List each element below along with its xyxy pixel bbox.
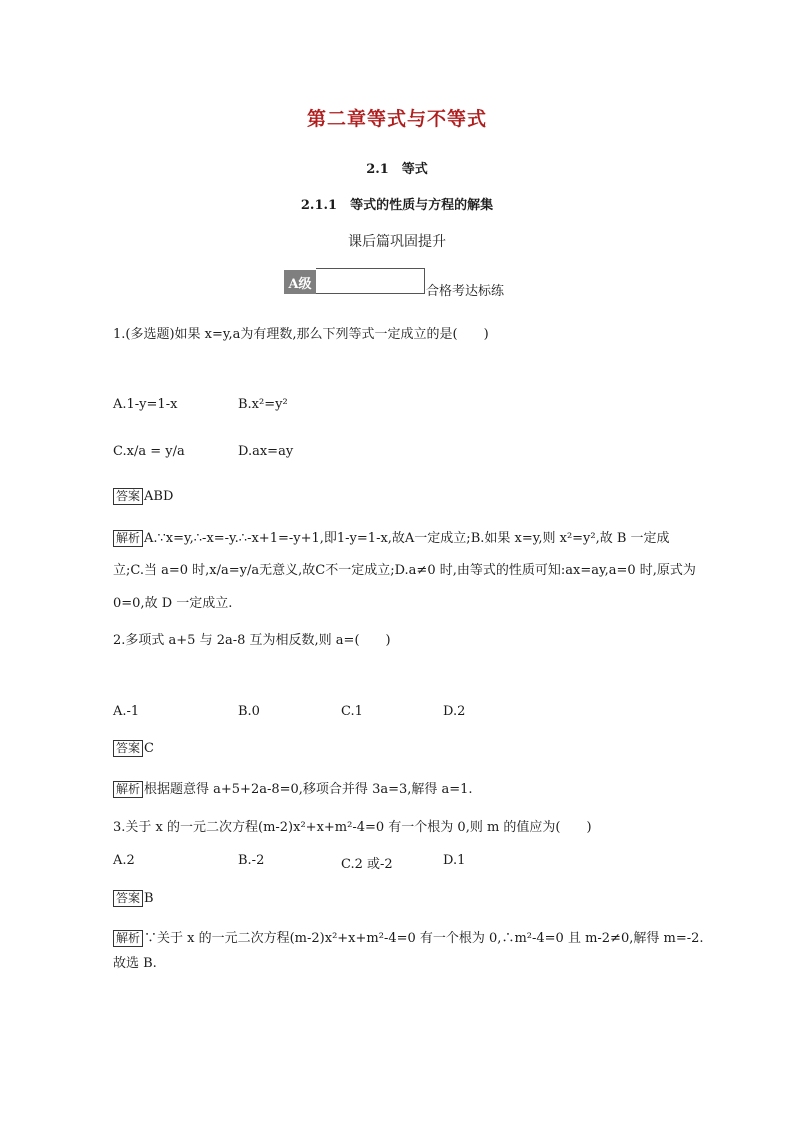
answer-tag: 答案	[113, 488, 143, 505]
level-blank-box	[316, 268, 425, 294]
q1-option-b: B.x²=y²	[238, 397, 288, 412]
q2-option-b: B.0	[238, 704, 260, 719]
analysis-tag: 解析	[113, 781, 143, 798]
q2-stem: 2.多项式 a+5 与 2a-8 互为相反数,则 a=( )	[113, 633, 391, 648]
level-banner	[284, 268, 505, 299]
q1-analysis-line-3: 0=0,故 D 一定成立.	[113, 596, 233, 611]
q3-option-b: B.-2	[238, 853, 265, 868]
q1-answer-row	[113, 488, 173, 505]
analysis-tag: 解析	[113, 930, 143, 947]
exercise-title: 课后篇巩固提升	[348, 234, 446, 250]
q1-option-a: A.1-y=1-x	[113, 397, 178, 412]
q1-option-c: C.x/a = y/a	[113, 444, 185, 459]
q2-answer: C	[144, 741, 154, 756]
q2-option-c: C.1	[341, 704, 363, 719]
q1-answer: ABD	[144, 489, 174, 504]
q3-option-d: D.1	[443, 853, 466, 868]
q2-option-a: A.-1	[113, 704, 140, 719]
q3-analysis-line-2: 故选 B.	[113, 956, 157, 971]
q1-option-d: D.ax=ay	[238, 444, 294, 459]
q1-analysis-row	[113, 527, 670, 547]
q1-analysis-line-2: 立;C.当 a=0 时,x/a=y/a无意义,故C不一定成立;D.a≠0 时,由等式的性质可知:ax=ay,a=0 时,原式为	[113, 563, 696, 578]
analysis-tag: 解析	[113, 530, 143, 547]
q2-analysis: 根据题意得 a+5+2a-8=0,移项合并得 3a=3,解得 a=1.	[144, 782, 473, 797]
q3-analysis-line-1: ∵关于 x 的一元二次方程(m-2)x²+x+m²-4=0 有一个根为 0,∴m²-4=0 且 m-2≠0,解得 m=-2.	[144, 931, 704, 946]
chapter-title: 第二章等式与不等式	[306, 108, 487, 130]
level-text: 合格考达标练	[426, 284, 505, 299]
answer-tag: 答案	[113, 740, 143, 757]
q2-option-d: D.2	[443, 704, 466, 719]
q1-stem: 1.(多选题)如果 x=y,a为有理数,那么下列等式一定成立的是( )	[113, 327, 489, 342]
section-heading: 2.1 等式	[366, 162, 428, 177]
q2-analysis-row	[113, 778, 473, 798]
q1-analysis-line-1: A.∵x=y,∴-x=-y.∴-x+1=-y+1,即1-y=1-x,故A一定成立;B.如果 x=y,则 x²=y²,故 B 一定成	[144, 531, 670, 546]
q3-option-c: C.2 或-2	[341, 857, 393, 872]
answer-tag: 答案	[113, 890, 143, 907]
q3-option-a: A.2	[113, 853, 135, 868]
q3-analysis-row	[113, 927, 704, 947]
q3-stem: 3.关于 x 的一元二次方程(m-2)x²+x+m²-4=0 有一个根为 0,则 m 的值应为( )	[113, 820, 592, 835]
subsection-heading: 2.1.1 等式的性质与方程的解集	[300, 198, 494, 213]
q3-answer: B	[144, 891, 154, 906]
q2-answer-row	[113, 740, 154, 757]
level-badge: A级	[284, 270, 316, 294]
q3-answer-row	[113, 890, 154, 907]
